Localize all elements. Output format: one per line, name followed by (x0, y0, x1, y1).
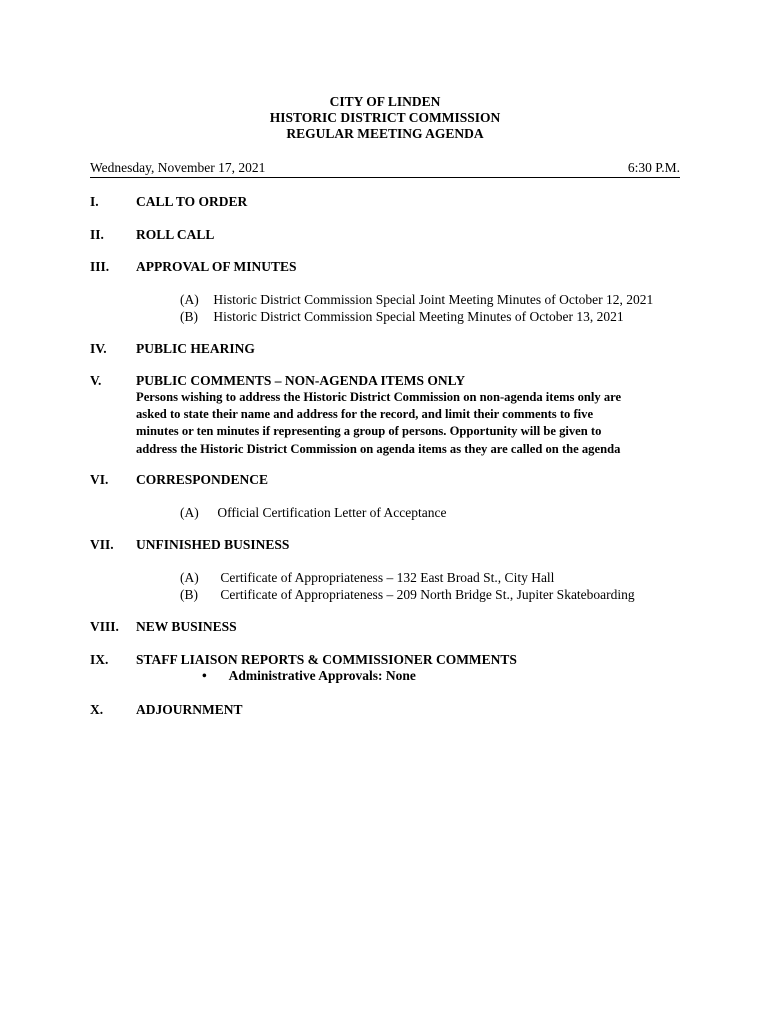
meeting-date: Wednesday, November 17, 2021 (90, 160, 266, 175)
section-title: ADJOURNMENT (136, 702, 243, 717)
section-number: II. (90, 227, 104, 242)
section-number: IV. (90, 341, 107, 356)
minutes-item-a (180, 291, 653, 308)
meeting-time: 6:30 P.M. (627, 160, 680, 175)
section-number: VIII. (90, 619, 119, 634)
unfinished-item-b (180, 586, 635, 603)
section-number: I. (90, 194, 99, 209)
paragraph-line: Persons wishing to address the Historic District Commission on non-agenda items only are (136, 390, 622, 404)
section-number: IX. (90, 652, 109, 667)
item-text: Historic District Commission Special Joint Meeting Minutes of October 12, 2021 (213, 292, 654, 307)
paragraph-line: address the Historic District Commission on agenda items as they are called on the agenda (136, 441, 621, 456)
public-comments-paragraph (136, 389, 676, 458)
section-title: APPROVAL OF MINUTES (136, 259, 297, 274)
section-title: PUBLIC HEARING (136, 341, 255, 356)
minutes-item-b (180, 308, 624, 325)
bullet-icon: • (202, 668, 207, 683)
item-label: (A) (180, 570, 199, 585)
bullet-text: Administrative Approvals: None (228, 668, 416, 683)
agenda-header (0, 94, 770, 142)
correspondence-item-a (180, 504, 447, 521)
section-title: NEW BUSINESS (136, 619, 237, 634)
staff-bullet-item (202, 668, 416, 684)
item-label: (B) (180, 309, 198, 324)
meeting-date-row (90, 160, 680, 178)
item-text: Official Certification Letter of Acceptance (217, 505, 447, 520)
section-title: STAFF LIAISON REPORTS & COMMISSIONER COMMENTS (136, 652, 517, 667)
commission-name: HISTORIC DISTRICT COMMISSION (269, 110, 501, 125)
paragraph-line: minutes or ten minutes if representing a group of persons. Opportunity will be given to (136, 424, 602, 439)
section-title: PUBLIC COMMENTS – NON-AGENDA ITEMS ONLY (136, 373, 466, 388)
paragraph-line: asked to state their name and address for the record, and limit their comments to five (136, 407, 594, 422)
section-number: V. (90, 373, 102, 388)
section-title: CALL TO ORDER (136, 194, 248, 209)
section-title: ROLL CALL (136, 227, 215, 242)
item-text: Historic District Commission Special Meeting Minutes of October 13, 2021 (213, 309, 624, 324)
section-title: UNFINISHED BUSINESS (136, 537, 290, 552)
section-number: VII. (90, 537, 114, 552)
item-text: Certificate of Appropriateness – 209 North Bridge St., Jupiter Skateboarding (220, 587, 635, 602)
unfinished-item-a (180, 569, 554, 586)
item-text: Certificate of Appropriateness – 132 East Broad St., City Hall (220, 570, 555, 585)
item-label: (A) (180, 505, 199, 520)
section-number: VI. (90, 472, 109, 487)
section-number: X. (90, 702, 104, 717)
item-label: (A) (180, 292, 199, 307)
item-label: (B) (180, 587, 198, 602)
city-name: CITY OF LINDEN (329, 94, 441, 109)
section-number: III. (90, 259, 110, 274)
section-title: CORRESPONDENCE (136, 472, 269, 487)
agenda-title: REGULAR MEETING AGENDA (286, 126, 484, 141)
